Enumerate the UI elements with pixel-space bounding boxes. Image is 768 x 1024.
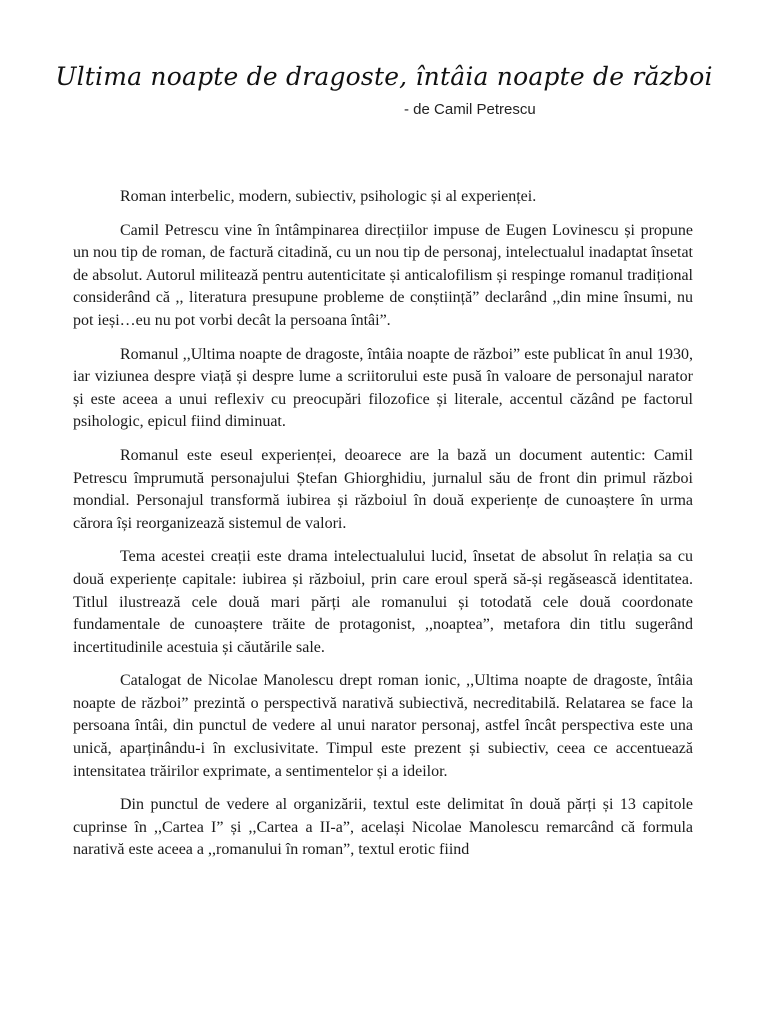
paragraph: Roman interbelic, modern, subiectiv, psihologic și al experienței.	[120, 188, 537, 205]
paragraph: Camil Petrescu vine în întâmpinarea direcțiilor impuse de Eugen Lovinescu și propune un nou tip de roman, de factură citadină, cu un nou tip de personaj, intelectualul inadaptat însetat de absolut. Autorul militează pentru autenticitate și anticalofilism și respinge romanul tradițional considerând că ,, literatura presupune probleme de conștiință” declarând ,,din mine însumi, nu pot ieși…eu nu pot vorbi decât la persoana întâi”.	[73, 221, 693, 329]
document-title: Ultima noapte de dragoste, întâia noapte de război	[55, 62, 713, 91]
paragraph: Romanul este eseul experienței, deoarece are la bază un document autentic: Camil Petrescu împrumută personajului Ștefan Ghiorghidiu, jurnalul său de front din primul război mondial. Personajul transformă iubirea și războiul în două experiențe de cunoaștere în urma cărora își reorganizează sistemul de valori.	[73, 446, 693, 532]
paragraph: Catalogat de Nicolae Manolescu drept roman ionic, ,,Ultima noapte de dragoste, întâia noapte de război” prezintă o perspectivă narativă subiectivă, necreditabilă. Relatarea se face la persoana întâi, din punctul de vedere al unui narator personaj, astfel încât perspectiva este una unică, aparținându-i în exclusivitate. Timpul este prezent și subiectiv, ceea ce accentuează intensitatea trăirilor exprimate, a sentimentelor și a ideilor.	[73, 672, 693, 780]
document-body	[73, 186, 693, 873]
paragraph: Romanul ,,Ultima noapte de dragoste, întâia noapte de război” este publicat în anul 1930, iar viziunea despre viață și despre lume a scriitorului este pusă în valoare de personajul narator și este aceea a unui reflexiv cu preocupări filozofice și literale, accentul căzând pe factorul psihologic, epicul fiind diminuat.	[73, 345, 693, 431]
author-line: - de Camil Petrescu	[404, 101, 536, 118]
paragraph: Tema acestei creații este drama intelectualului lucid, însetat de absolut în relația sa cu două experiențe capitale: iubirea și războiul, prin care eroul speră să-și regăsească identitatea. Titlul ilustrează cele două mari părți ale romanului și totodată cele două coordonate fundamentale de cunoaștere trăite de protagonist, ,,noaptea”, metafora din titlu sugerând incertitudinile acestuia și căutările sale.	[73, 548, 693, 656]
paragraph: Din punctul de vedere al organizării, textul este delimitat în două părți și 13 capitole cuprinse în ,,Cartea I” și ,,Cartea a II-a”, același Nicolae Manolescu remarcând că formula narativă este aceea a ,,romanului în roman”, textul erotic fiind	[73, 796, 693, 859]
